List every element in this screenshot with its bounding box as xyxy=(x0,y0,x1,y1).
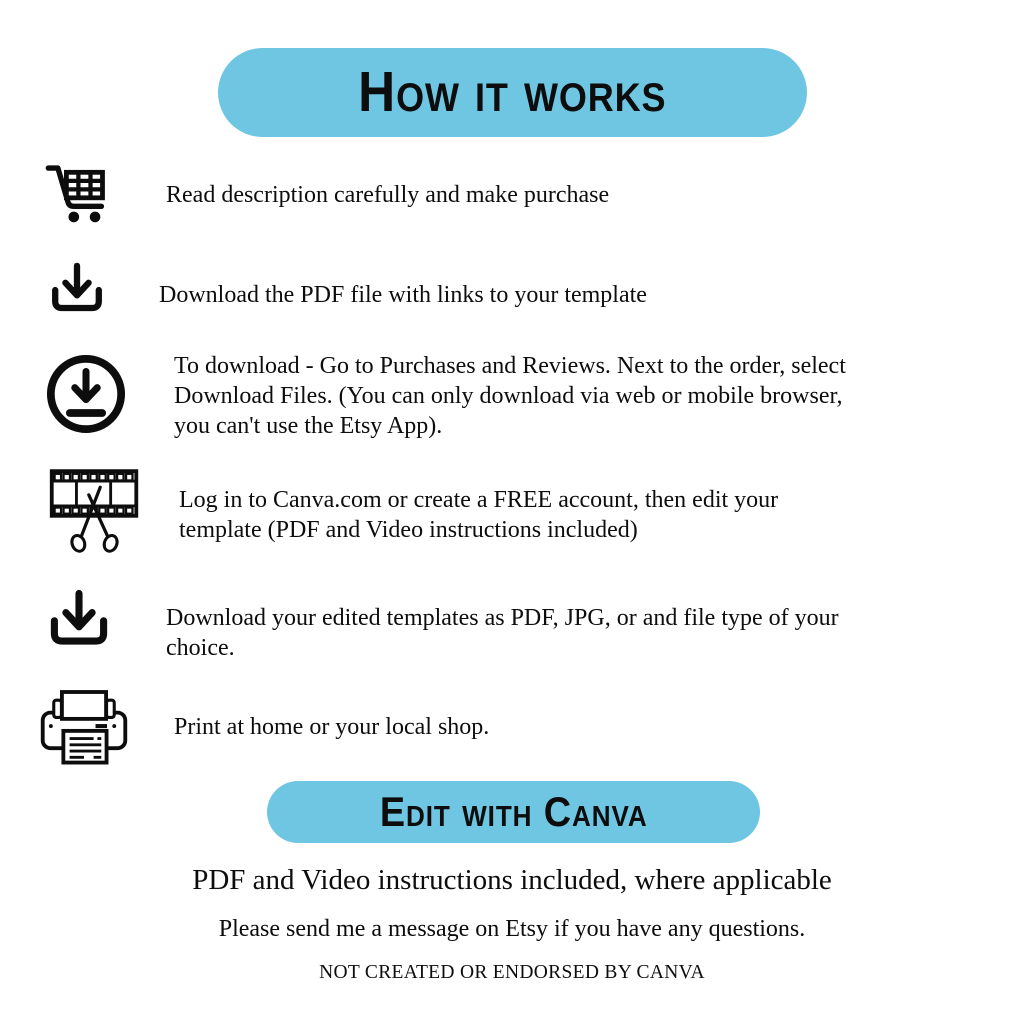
header-title: How it works xyxy=(358,60,667,124)
printer-icon xyxy=(36,687,132,769)
footer-instructions: PDF and Video instructions included, where applicable xyxy=(192,864,832,896)
step-2-text xyxy=(159,280,647,310)
step-4-text xyxy=(179,485,778,545)
download-circle-icon xyxy=(41,348,131,440)
step-3-line: you can't use the Etsy App). xyxy=(174,413,443,439)
step-6-text xyxy=(174,712,489,742)
step-3-line: To download - Go to Purchases and Reviews. Next to the order, select xyxy=(174,353,846,379)
step-5-line: choice. xyxy=(166,635,235,661)
download-tray-icon xyxy=(44,583,114,663)
step-1-text xyxy=(166,180,609,210)
footer-disclaimer: NOT CREATED OR ENDORSED BY CANVA xyxy=(319,962,705,983)
step-3-text xyxy=(174,351,846,441)
step-1-line: Read description carefully and make purchase xyxy=(166,182,610,208)
footer-contact: Please send me a message on Etsy if you have any questions. xyxy=(218,916,806,942)
step-5-line: Download your edited templates as PDF, JPG, or and file type of your xyxy=(166,605,839,631)
step-6-line: Print at home or your local shop. xyxy=(174,714,490,740)
step-2-line: Download the PDF file with links to your template xyxy=(159,282,647,308)
step-4-line: Log in to Canva.com or create a FREE account, then edit your xyxy=(179,487,779,513)
film-scissors-icon xyxy=(47,462,142,562)
shopping-cart-icon xyxy=(43,157,111,228)
step-3-line: Download Files. (You can only download via web or mobile browser, xyxy=(174,383,843,409)
step-5-text xyxy=(166,603,839,663)
subheader-title: Edit with Canva xyxy=(379,788,648,835)
step-4-line: template (PDF and Video instructions included) xyxy=(179,517,638,543)
edit-with-canva-pill xyxy=(267,781,760,843)
download-tray-icon xyxy=(44,261,110,323)
how-it-works-header-pill xyxy=(218,48,807,137)
